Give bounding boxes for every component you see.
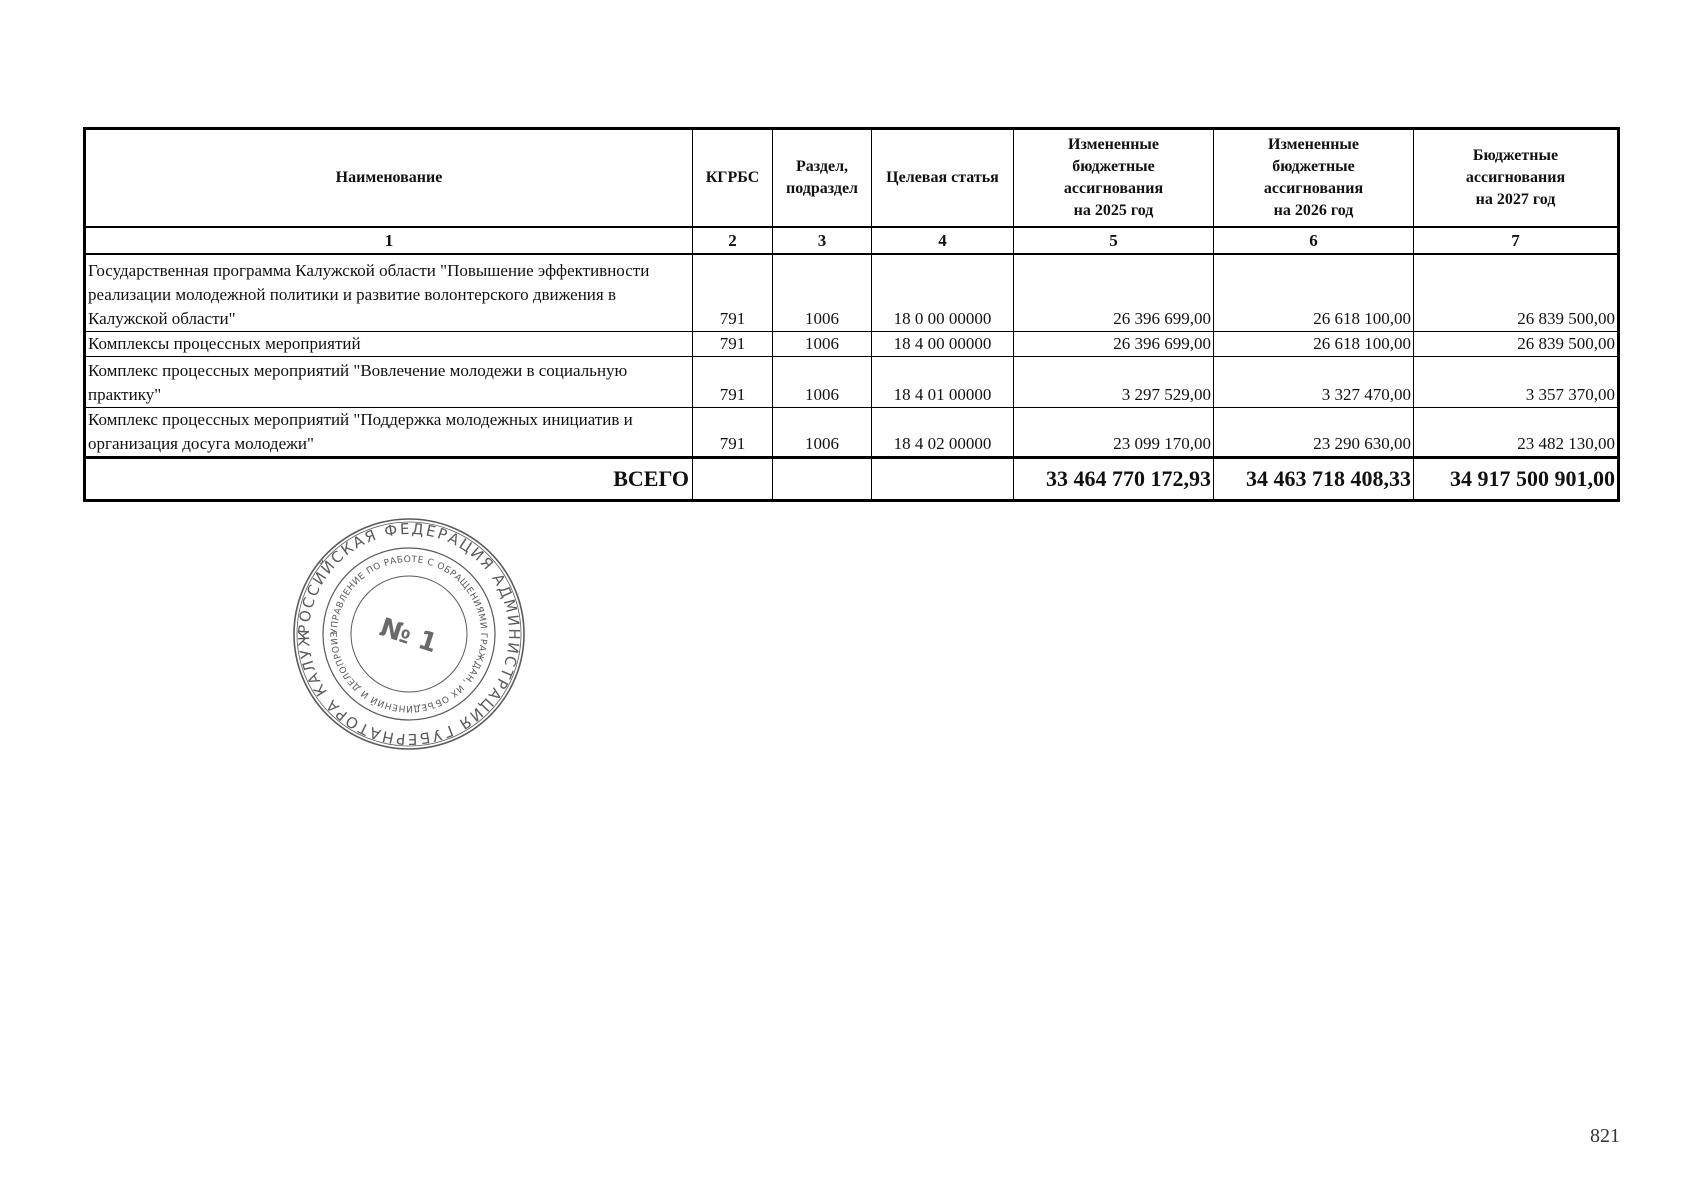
column-number: 1 xyxy=(85,227,693,254)
header-target: Целевая статья xyxy=(872,129,1014,228)
header-2027: Бюджетные ассигнования на 2027 год xyxy=(1414,129,1619,228)
total-empty-cell xyxy=(773,458,872,501)
row-target: 18 4 01 00000 xyxy=(872,357,1014,408)
official-seal xyxy=(291,516,527,752)
header-section: Раздел, подраздел xyxy=(773,129,872,228)
row-section: 1006 xyxy=(773,254,872,332)
total-2025: 33 464 770 172,93 xyxy=(1014,458,1214,501)
page-number: 821 xyxy=(1590,1125,1620,1147)
row-2027: 3 357 370,00 xyxy=(1414,357,1619,408)
column-number: 6 xyxy=(1214,227,1414,254)
row-2026: 23 290 630,00 xyxy=(1214,408,1414,458)
header-2026: Измененные бюджетные ассигнования на 2026 год xyxy=(1214,129,1414,228)
row-target: 18 0 00 00000 xyxy=(872,254,1014,332)
table-row xyxy=(85,332,1619,357)
row-name: Комплексы процессных мероприятий xyxy=(85,332,693,357)
row-2025: 23 099 170,00 xyxy=(1014,408,1214,458)
column-number: 3 xyxy=(773,227,872,254)
header-kgrbs: КГРБС xyxy=(693,129,773,228)
seal-graphic xyxy=(291,516,527,752)
column-number: 2 xyxy=(693,227,773,254)
table-row xyxy=(85,357,1619,408)
row-name: Комплекс процессных мероприятий "Поддержка молодежных инициатив и организация досуга молодежи" xyxy=(85,408,693,458)
header-row xyxy=(85,129,1619,228)
row-target: 18 4 02 00000 xyxy=(872,408,1014,458)
header-2025: Измененные бюджетные ассигнования на 2025 год xyxy=(1014,129,1214,228)
column-number-row xyxy=(85,227,1619,254)
row-section: 1006 xyxy=(773,408,872,458)
seal-outer-text: РОССИЙСКАЯ ФЕДЕРАЦИЯ АДМИНИСТРАЦИЯ ГУБЕРНАТОРА КАЛУЖ xyxy=(294,519,524,749)
row-2026: 26 618 100,00 xyxy=(1214,332,1414,357)
seal-center-text: № 1 xyxy=(375,612,441,660)
row-2027: 23 482 130,00 xyxy=(1414,408,1619,458)
budget-table xyxy=(83,127,1620,502)
row-2026: 3 327 470,00 xyxy=(1214,357,1414,408)
row-2027: 26 839 500,00 xyxy=(1414,254,1619,332)
row-name: Государственная программа Калужской области "Повышение эффективности реализации молодежной политики и развитие волонтерского движения в Калужской области" xyxy=(85,254,693,332)
total-label: ВСЕГО xyxy=(85,458,693,501)
row-2025: 26 396 699,00 xyxy=(1014,332,1214,357)
total-empty-cell xyxy=(693,458,773,501)
column-number: 7 xyxy=(1414,227,1619,254)
row-name: Комплекс процессных мероприятий "Вовлечение молодежи в социальную практику" xyxy=(85,357,693,408)
row-kgrbs: 791 xyxy=(693,408,773,458)
table-row xyxy=(85,254,1619,332)
seal-inner-text: УПРАВЛЕНИЕ ПО РАБОТЕ С ОБРАЩЕНИЯМИ ГРАЖДАН, ИХ ОБЪЕДИНЕНИЙ И ДЕЛОПРОИЗ xyxy=(329,554,489,714)
row-2027: 26 839 500,00 xyxy=(1414,332,1619,357)
total-empty-cell xyxy=(872,458,1014,501)
row-kgrbs: 791 xyxy=(693,357,773,408)
row-section: 1006 xyxy=(773,332,872,357)
total-row xyxy=(85,458,1619,501)
header-name: Наименование xyxy=(85,129,693,228)
row-kgrbs: 791 xyxy=(693,332,773,357)
row-2026: 26 618 100,00 xyxy=(1214,254,1414,332)
row-2025: 3 297 529,00 xyxy=(1014,357,1214,408)
row-2025: 26 396 699,00 xyxy=(1014,254,1214,332)
table-row xyxy=(85,408,1619,458)
row-section: 1006 xyxy=(773,357,872,408)
column-number: 4 xyxy=(872,227,1014,254)
row-kgrbs: 791 xyxy=(693,254,773,332)
total-2026: 34 463 718 408,33 xyxy=(1214,458,1414,501)
column-number: 5 xyxy=(1014,227,1214,254)
total-2027: 34 917 500 901,00 xyxy=(1414,458,1619,501)
row-target: 18 4 00 00000 xyxy=(872,332,1014,357)
